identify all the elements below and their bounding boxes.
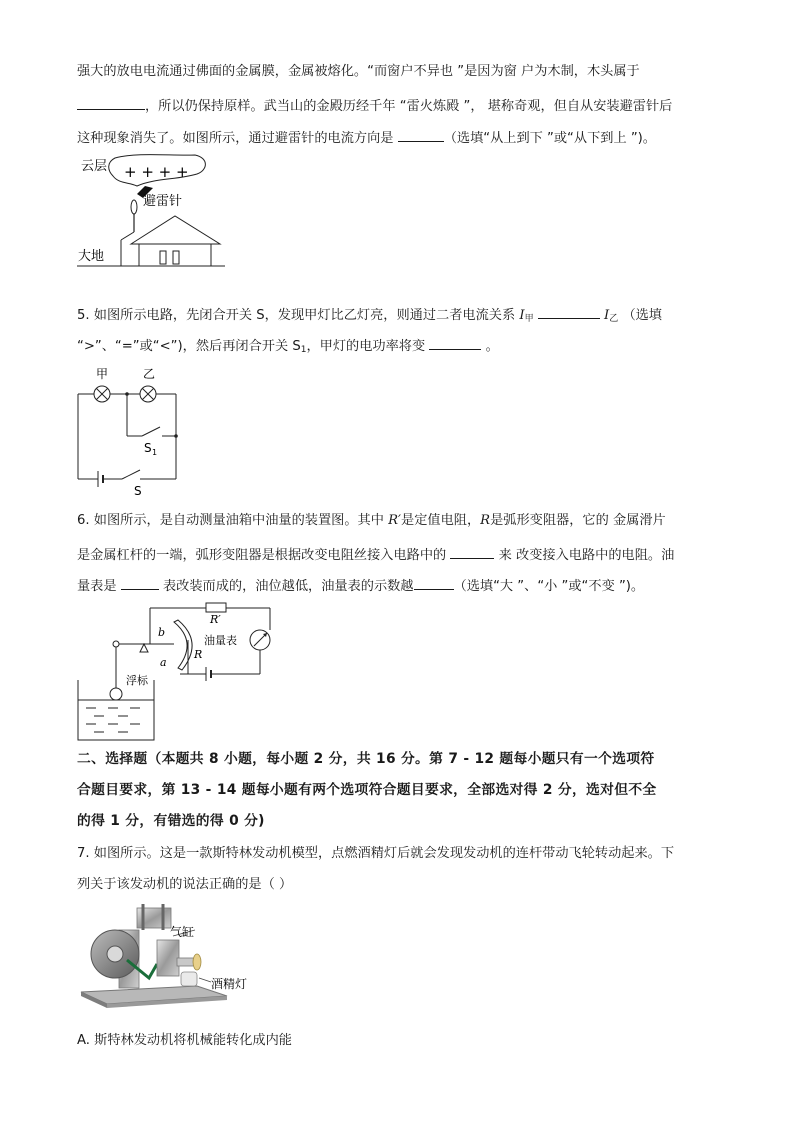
q6-text: 表改装而成的，油位越低，油量表的示数越 [162, 579, 414, 594]
r-prime-symbol: R′ [388, 513, 402, 528]
lamp-a [94, 386, 110, 402]
para1-line2-text: ，所以仍保持原样。武当山的金殿历经千年 “雷火炼殿 ”， 堪称奇观，但自从安装避雷针后 [145, 99, 673, 114]
q6-text: 是定值电阻， [401, 513, 481, 528]
arc-rheostat [174, 620, 192, 670]
flame [193, 954, 201, 970]
house-body [139, 244, 211, 266]
switch-s1 [142, 427, 160, 436]
answer-blank[interactable] [538, 304, 600, 319]
flywheel-hub [107, 946, 123, 962]
section2-line3: 的得 1 分，有错选的得 0 分) [77, 813, 265, 829]
stirling-engine-figure [77, 900, 267, 1010]
q7-option-a[interactable]: A. 斯特林发动机将机械能转化成内能 [77, 1033, 292, 1048]
point-a-label: a [160, 656, 167, 669]
cloud-label: 云层 [81, 159, 108, 174]
q6-line1 [77, 511, 727, 531]
rod-label: 避雷针 [143, 194, 183, 209]
r-label: R [194, 648, 203, 661]
answer-blank[interactable] [398, 127, 444, 142]
para1-line1: 强大的放电电流通过佛面的金属膜，金属被熔化。“而窗户不异也 ”是因为窗 户为木制，木头属于 [77, 64, 640, 79]
switch-s1-subscript: 1 [152, 448, 158, 457]
current-symbol: I [519, 308, 525, 323]
q5-end: 。 [485, 339, 499, 354]
pivot [140, 644, 148, 652]
q6-text: 6. 如图所示，是自动测量油箱中油量的装置图。其中 [77, 513, 384, 528]
meter-label: 油量表 [204, 634, 237, 647]
answer-blank[interactable] [77, 95, 145, 110]
para1-line3-end: （选填“从上到下 ”或“从下到上 ”)。 [443, 131, 656, 146]
battery [206, 667, 211, 681]
engine-body [157, 940, 179, 976]
charge-symbols: + + + + [124, 163, 189, 181]
lamp-b [140, 386, 156, 402]
battery [98, 471, 103, 487]
cylinder-label: 气缸 [170, 925, 195, 939]
q5-line2 [77, 335, 727, 360]
leader-line [199, 978, 211, 982]
answer-blank[interactable] [121, 575, 159, 590]
lamp-a-label: 甲 [96, 367, 109, 381]
para1-line3 [77, 127, 727, 149]
section2-line2: 合题目要求，第 13 - 14 题每小题有两个选项符合题目要求，全部选对得 2 分，选对但不全 [77, 782, 657, 798]
junction-dot [174, 434, 178, 438]
window [173, 251, 179, 264]
answer-blank[interactable] [450, 544, 494, 559]
float-label: 浮标 [126, 674, 148, 687]
current-subscript: 乙 [609, 314, 619, 324]
oil-meter [250, 630, 270, 650]
q5-text: ，甲灯的电功率将变 [306, 339, 426, 354]
q7-line2: 列关于该发动机的说法正确的是（ ） [77, 877, 293, 892]
q6-line2 [77, 544, 727, 566]
lamp-label: 酒精灯 [211, 977, 248, 991]
answer-blank[interactable] [429, 335, 481, 350]
q6-text: 来 改变接入电路中的电阻。油 [498, 548, 675, 563]
q7-line1: 7. 如图所示。这是一款斯特林发动机模型，点燃酒精灯后就会发现发动机的连杆带动飞轮转动起来。下 [77, 846, 675, 861]
switch-s [122, 470, 140, 479]
r-symbol: R [480, 513, 491, 528]
current-symbol: I [604, 308, 610, 323]
para1-line2 [77, 95, 727, 117]
oil-dashes [86, 708, 140, 732]
alcohol-lamp [181, 972, 197, 986]
r-prime-label: R′ [210, 613, 221, 626]
lever-end [113, 641, 119, 647]
lamp-b-label: 乙 [143, 367, 156, 381]
q5-text: “>”、“=”或“<”)，然后再闭合开关 S [77, 339, 301, 354]
q5-line1 [77, 304, 727, 329]
window [160, 251, 166, 264]
q5-text: 5. 如图所示电路，先闭合开关 S，发现甲灯比乙灯亮，则通过二者电流关系 [77, 308, 516, 323]
point-b-label: b [158, 626, 166, 639]
house-roof [131, 216, 220, 244]
wire [121, 232, 134, 240]
switch-s1-label: S [144, 441, 152, 455]
answer-blank[interactable] [414, 575, 454, 590]
current-subscript: 甲 [524, 314, 534, 324]
q6-text: 量表是 [77, 579, 117, 594]
q5-text: （选填 [622, 308, 662, 323]
cylinder [177, 958, 195, 966]
section2-line1: 二、选择题（本题共 8 小题，每小题 2 分，共 16 分。第 7 - 12 题每小题只有一个选项符 [77, 751, 655, 767]
q6-text: （选填“大 ”、“小 ”或“不变 ”)。 [453, 579, 645, 594]
ground-label: 大地 [78, 249, 105, 264]
switch-s-label: S [134, 484, 142, 498]
rod-tip [131, 200, 137, 214]
lightning-rod-figure [77, 152, 227, 270]
q6-text: 是弧形变阻器，它的 金属滑片 [490, 513, 666, 528]
q6-line3 [77, 575, 727, 597]
resistor-r-prime [206, 603, 226, 612]
s1-subscript: 1 [300, 345, 307, 355]
circuit-figure [70, 363, 190, 499]
q6-text: 是金属杠杆的一端，弧形变阻器是根据改变电阻丝接入电路中的 [77, 548, 447, 563]
float [110, 688, 122, 700]
oil-gauge-figure [74, 598, 284, 744]
para1-line3-text: 这种现象消失了。如图所示，通过避雷针的电流方向是 [77, 131, 394, 146]
